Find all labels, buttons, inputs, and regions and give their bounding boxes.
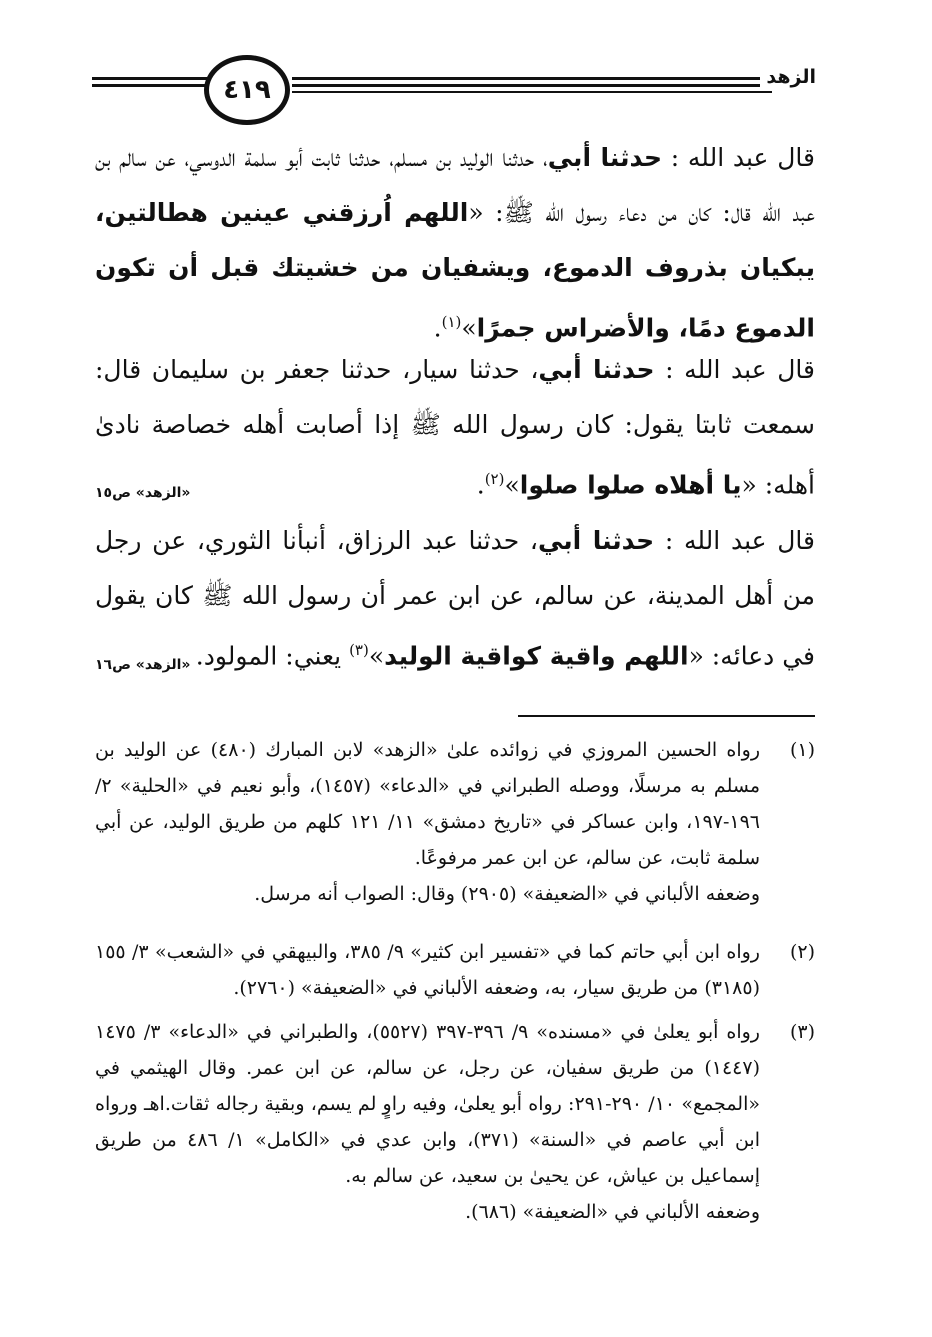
source-reference: «الزهد» ص١٥ — [95, 485, 191, 501]
footnote-3 — [95, 1014, 815, 1230]
page-header — [86, 52, 822, 122]
footnote-text: رواه ابن أبي حاتم كما في «تفسير ابن كثير» ٩/ ٣٨٥، والبيهقي في «الشعب» ٣/ ١٥٥ (٣١٨٥) من طريق سيار، به، وضعفه الألباني في «الضعيفة» (٢٧٦٠). — [95, 941, 760, 999]
footnote-text: رواه الحسين المروزي في زوائده علىٰ «الزهد» لابن المبارك (٤٨٠) عن الوليد بن مسلم به مرسلًا، ووصله الطبراني في «الدعاء» (١٤٥٧)، وأبو نعيم في «الحلية» ٢/ ١٩٦-١٩٧، وابن عساكر في «تاريخ دمشق» ١١/ ١٢١ كلهم من طريق الوليد، عن أبي سلمة ثابت، عن سالم، عن ابن عمر مرفوعًا. — [95, 739, 761, 869]
chain-text: ، حدثنا الوليد بن مسلم، حدثنا ثابت أبو سلمة الدوسي، عن سالم بن عبد الله قال: كان من دعاء رسول الله ﷺ: « — [95, 143, 815, 227]
hadith-paragraph-1 — [95, 130, 815, 355]
footnote-ref[interactable]: (٢) — [484, 470, 505, 488]
tail-text: يعني: المولود. — [195, 641, 350, 671]
footnote-separator — [518, 715, 815, 717]
prophetic-quote: يا أهلاه صلوا صلوا — [519, 470, 742, 500]
chain-text: ، حدثنا سيار، حدثنا جعفر بن سليمان قال: سمعت ثابتا يقول: كان رسول الله ﷺ إذا أصابت أهله خصاصة نادىٰ أهله: « — [95, 355, 815, 500]
page-number — [204, 55, 290, 125]
narrator-text: حدثنا أبي — [547, 143, 662, 172]
footnote-number: (٢) — [789, 941, 815, 963]
narrator-text: حدثنا أبي — [537, 526, 655, 555]
running-head: الزهد — [760, 66, 816, 88]
header-rule — [92, 84, 212, 87]
footnote-1 — [95, 732, 815, 912]
footnote-extra: وضعفه الألباني في «الضعيفة» (٢٩٠٥) وقال: الصواب أنه مرسل. — [254, 883, 760, 905]
lead-text: قال عبد الله : — [654, 355, 815, 384]
hadith-paragraph-3 — [95, 513, 815, 683]
header-rule — [292, 91, 772, 93]
footnote-2 — [95, 934, 815, 1006]
chain-text: ، حدثنا عبد الرزاق، أنبأنا الثوري، عن رجل من أهل المدينة، عن سالم، عن ابن عمر أن رسول الله ﷺ كان يقول في دعائه: « — [95, 526, 815, 671]
tail-text: . — [476, 470, 485, 500]
quote-close: » — [461, 313, 477, 343]
tail-text: . — [433, 313, 442, 343]
hadith-paragraph-2 — [95, 342, 815, 512]
footnote-number: (١) — [789, 739, 815, 761]
quote-close: » — [504, 470, 520, 500]
footnote-extra: وضعفه الألباني في «الضعيفة» (٦٨٦). — [465, 1201, 760, 1223]
lead-text: قال عبد الله : — [661, 143, 815, 172]
narrator-text: حدثنا أبي — [538, 355, 655, 384]
header-rule — [92, 77, 212, 80]
source-reference: «الزهد» ص١٦ — [95, 657, 191, 673]
prophetic-quote: اللهم اُرزقني عينين هطالتين، يبكيان بذروف الدموع، ويشفيان من خشيتك قبل أن تكون الدموع دمًا، والأضراس جمرًا — [95, 198, 815, 343]
header-rule — [292, 77, 772, 80]
prophetic-quote: اللهم واقية كواقية الوليد — [384, 641, 689, 671]
footnote-text: رواه أبو يعلىٰ في «مسنده» ٩/ ٣٩٦-٣٩٧ (٥٥٢٧)، والطبراني في «الدعاء» ٣/ ١٤٧٥ (١٤٤٧) من طريق سفيان، عن رجل، عن سالم، عن ابن عمر. وقال الهيثمي في «المجمع» ١٠/ ٢٩٠-٢٩١: رواه أبو يعلىٰ، وفيه راوٍ لم يسم، وبقية رجاله ثقات.اهـ ورواه ابن أبي عاصم في «السنة» (٣٧١)، وابن عدي في «الكامل» ١/ ٤٨٦ من طريق إسماعيل بن عياش، عن يحيىٰ بن سعيد، عن سالم به. — [95, 1021, 761, 1187]
page-number-text: ٤١٩ — [223, 75, 271, 105]
footnote-number: (٣) — [789, 1021, 815, 1043]
quote-close: » — [368, 641, 385, 671]
footnote-ref[interactable]: (١) — [441, 313, 462, 331]
header-rule — [292, 84, 772, 87]
footnote-ref[interactable]: (٣) — [349, 641, 369, 659]
lead-text: قال عبد الله : — [654, 526, 815, 555]
